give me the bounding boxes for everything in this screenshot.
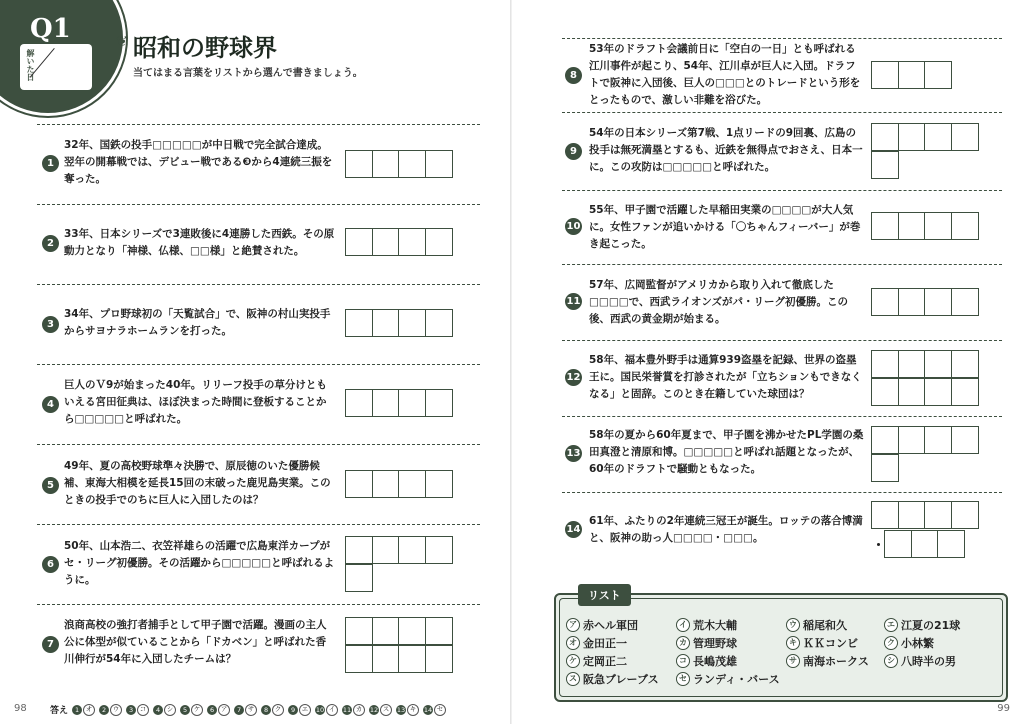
answer-boxes[interactable] — [871, 212, 979, 240]
answer-key-letter: ス — [380, 704, 392, 716]
answer-boxes[interactable] — [871, 151, 899, 179]
answer-key-item — [288, 704, 311, 716]
list-item-label: 稲尾和久 — [803, 619, 847, 632]
question-number: 3 — [42, 316, 59, 333]
answer-box[interactable] — [924, 288, 952, 316]
list-item-label: 定岡正二 — [583, 655, 627, 668]
answer-box[interactable] — [372, 536, 400, 564]
answer-box[interactable] — [345, 645, 373, 673]
answer-box[interactable] — [398, 645, 426, 673]
answer-box[interactable] — [871, 288, 899, 316]
answer-box[interactable] — [425, 536, 453, 564]
question-row — [562, 38, 1002, 39]
answer-box[interactable] — [871, 426, 899, 454]
answer-box[interactable] — [372, 470, 400, 498]
list-item — [786, 653, 869, 669]
answer-box[interactable] — [898, 61, 926, 89]
answer-key-letter: シ — [164, 704, 176, 716]
question-number: 6 — [42, 556, 59, 573]
answer-box[interactable] — [425, 309, 453, 337]
list-item-label: 荒木大輔 — [693, 619, 737, 632]
question-text: 57年、広岡監督がアメリカから取り入れて徹底した□□□□で、西武ライオンズがパ・リーグ初優勝。この後、西武の黄金期が始まる。 — [589, 279, 849, 325]
question-number: 4 — [42, 396, 59, 413]
answer-box[interactable] — [871, 378, 899, 406]
answer-box[interactable] — [345, 309, 373, 337]
answer-box[interactable] — [372, 150, 400, 178]
list-title: リスト — [578, 584, 631, 606]
answer-box[interactable] — [425, 228, 453, 256]
answer-box[interactable] — [884, 530, 912, 558]
answer-key-number: 7 — [234, 705, 244, 715]
question-number: 8 — [565, 67, 582, 84]
answer-key-item — [234, 704, 257, 716]
answer-box[interactable] — [951, 350, 979, 378]
answer-key-item — [261, 704, 284, 716]
answer-box[interactable] — [951, 426, 979, 454]
answer-box[interactable] — [951, 288, 979, 316]
answer-box[interactable] — [345, 470, 373, 498]
answer-box[interactable] — [425, 150, 453, 178]
list-item-key: ケ — [566, 654, 580, 668]
answer-box[interactable] — [937, 530, 965, 558]
answer-key-letter: コ — [137, 704, 149, 716]
answer-key — [50, 703, 446, 716]
list-item-label: ランディ・バース — [693, 673, 780, 686]
question-text: 50年、山本浩二、衣笠祥雄らの活躍で広島東洋カープがセ・リーグ初優勝。その活躍から□□□□□と呼ばれるように。 — [64, 540, 335, 586]
list-item — [566, 617, 638, 633]
answer-box[interactable] — [898, 212, 926, 240]
answer-boxes[interactable] — [871, 350, 979, 378]
answer-key-letter: ウ — [110, 704, 122, 716]
list-item — [566, 635, 627, 651]
question-number: 12 — [565, 369, 582, 386]
question-row — [37, 604, 480, 605]
answer-box[interactable] — [372, 617, 400, 645]
answer-key-number: 10 — [315, 705, 325, 714]
answer-box[interactable] — [345, 389, 373, 417]
answer-box[interactable] — [372, 389, 400, 417]
answer-box[interactable] — [951, 378, 979, 406]
answer-box[interactable] — [871, 151, 899, 179]
page-number-right: 99 — [997, 703, 1010, 714]
question-text: 53年のドラフト会議前日に「空白の一日」とも呼ばれる江川事件が起こり、54年、江川卓が巨人に入団。ドラフトで阪神に入団後、巨人の□□□とのトレードという形をとったもので、激しい非難を浴びた。 — [589, 43, 861, 106]
answer-key-number: 8 — [261, 705, 271, 715]
question-number: 13 — [565, 445, 582, 462]
question-number: 1 — [42, 155, 59, 172]
answer-key-item — [126, 704, 149, 716]
list-item-key: セ — [676, 672, 690, 686]
list-item — [884, 653, 956, 669]
list-item-key: カ — [676, 636, 690, 650]
answer-boxes[interactable] — [345, 228, 453, 256]
answer-box[interactable] — [398, 228, 426, 256]
answer-box[interactable] — [425, 645, 453, 673]
list-item-label: 阪急ブレーブス — [583, 673, 659, 686]
question-number: 14 — [565, 521, 582, 538]
list-item-key: キ — [786, 636, 800, 650]
answer-box[interactable] — [898, 288, 926, 316]
question-row — [562, 190, 1002, 191]
answer-key-number: 14 — [423, 705, 433, 714]
question-text: 浪商高校の強打者捕手として甲子園で活躍。漫画の主人公に体型が似ていることから「ドカベン」と呼ばれた香川伸行が54年に入団したチームは？ — [64, 619, 327, 665]
answer-key-letter: オ — [83, 704, 95, 716]
answer-key-item — [423, 704, 446, 716]
answer-key-number: 13 — [396, 705, 406, 714]
question-text: 49年、夏の高校野球準々決勝で、原辰徳のいた優勝候補、東海大相模を延長15回の末破った鹿児島実業。このときの投手でのちに巨人に入団したのは？ — [64, 460, 331, 506]
list-item-label: 八時半の男 — [901, 655, 956, 668]
question-row — [37, 444, 480, 445]
answer-box[interactable] — [951, 212, 979, 240]
answer-key-item — [369, 704, 392, 716]
answer-boxes[interactable] — [345, 150, 453, 178]
answer-boxes[interactable] — [871, 378, 979, 406]
answer-key-letter: キ — [407, 704, 419, 716]
answer-key-letter: ケ — [191, 704, 203, 716]
list-item-key: コ — [676, 654, 690, 668]
page-title: 昭和の野球界 — [133, 34, 277, 62]
list-item-label: 南海ホークス — [803, 655, 869, 668]
list-item-key: シ — [884, 654, 898, 668]
date-label: 解いた日 — [26, 49, 35, 81]
answer-key-number: 4 — [153, 705, 163, 715]
question-text: 32年、国鉄の投手□□□□□が中日戦で完全試合達成。翌年の開幕戦では、デビュー戦である❸から4連続三振を奪った。 — [64, 139, 333, 185]
answer-box[interactable] — [924, 123, 952, 151]
list-item-key: エ — [884, 618, 898, 632]
list-item — [566, 671, 659, 687]
list-item-label: ＫＫコンビ — [803, 637, 858, 650]
question-row — [562, 340, 1002, 341]
answer-box[interactable] — [345, 617, 373, 645]
question-row — [562, 112, 1002, 113]
answer-boxes[interactable] — [871, 123, 979, 151]
list-item — [786, 617, 847, 633]
question-text: 54年の日本シリーズ第7戦、1点リードの9回裏、広島の投手は無死満塁とするも、近鉄を無得点でおさえ、日本一に。この攻防は□□□□□と呼ばれた。 — [589, 127, 863, 173]
answer-box[interactable] — [924, 426, 952, 454]
list-item — [676, 635, 737, 651]
answer-box[interactable] — [924, 61, 952, 89]
page-number-left: 98 — [14, 703, 27, 714]
question-row — [562, 416, 1002, 417]
answer-key-letter: ア — [218, 704, 230, 716]
answer-key-letter: セ — [434, 704, 446, 716]
list-item-key: ウ — [786, 618, 800, 632]
question-row — [37, 364, 480, 365]
answer-boxes[interactable] — [345, 389, 453, 417]
answer-box[interactable] — [871, 123, 899, 151]
list-item-key: ア — [566, 618, 580, 632]
answer-boxes[interactable] — [871, 426, 979, 454]
answer-box[interactable] — [898, 501, 926, 529]
answer-boxes[interactable] — [871, 61, 952, 89]
answer-key-number: 12 — [369, 705, 379, 714]
list-item — [676, 617, 737, 633]
list-item-label: 赤ヘル軍団 — [583, 619, 638, 632]
answer-box[interactable] — [425, 389, 453, 417]
question-row — [562, 492, 1002, 493]
answer-boxes[interactable] — [871, 454, 899, 482]
answer-boxes[interactable] — [871, 501, 979, 529]
answer-key-number: 11 — [342, 705, 352, 714]
answer-box[interactable] — [345, 536, 373, 564]
answer-boxes[interactable] — [345, 309, 453, 337]
answer-box[interactable] — [924, 212, 952, 240]
answer-key-item — [153, 704, 176, 716]
list-item — [566, 653, 627, 669]
list-item — [786, 635, 858, 651]
answer-key-item — [315, 704, 338, 716]
list-item-label: 管理野球 — [693, 637, 737, 650]
answer-box[interactable] — [951, 123, 979, 151]
answer-box[interactable] — [951, 501, 979, 529]
question-text: 巨人のＶ9が始まった40年。リリーフ投手の草分けともいえる宮田征典は、ほぼ決まった時間に登板することから□□□□□と呼ばれた。 — [64, 379, 327, 425]
answer-key-number: 1 — [72, 705, 82, 715]
answer-key-label: 答え — [50, 706, 69, 716]
answer-box[interactable] — [372, 645, 400, 673]
answer-box[interactable] — [898, 378, 926, 406]
answer-box[interactable] — [425, 470, 453, 498]
list-item-label: 長嶋茂雄 — [693, 655, 737, 668]
answer-box[interactable] — [398, 536, 426, 564]
question-text: 61年、ふたりの2年連続三冠王が誕生。ロッテの落合博満と、阪神の助っ人□□□□・□□□。 — [589, 515, 863, 544]
answer-key-letter: エ — [299, 704, 311, 716]
answer-key-item — [99, 704, 122, 716]
list-item — [676, 653, 737, 669]
answer-box[interactable] — [924, 350, 952, 378]
list-item — [676, 671, 780, 687]
answer-boxes[interactable] — [345, 645, 453, 673]
list-item — [884, 617, 960, 633]
answer-box[interactable] — [398, 470, 426, 498]
question-text: 34年、プロ野球初の「天覧試合」で、阪神の村山実投手からサヨナラホームランを打った。 — [64, 308, 331, 337]
question-number: 10 — [565, 218, 582, 235]
question-number: 11 — [565, 293, 582, 310]
question-row — [37, 204, 480, 205]
answer-key-number: 2 — [99, 705, 109, 715]
list-item-label: 小林繁 — [901, 637, 934, 650]
answer-boxes[interactable] — [871, 288, 979, 316]
answer-box[interactable] — [425, 617, 453, 645]
answer-key-item — [72, 704, 95, 716]
answer-key-item — [396, 704, 419, 716]
answer-key-letter: ク — [272, 704, 284, 716]
list-item-key: サ — [786, 654, 800, 668]
answer-boxes[interactable] — [884, 530, 965, 558]
answer-box[interactable] — [871, 454, 899, 482]
answer-key-letter: イ — [326, 704, 338, 716]
answer-key-letter: カ — [353, 704, 365, 716]
answer-box[interactable] — [345, 150, 373, 178]
answer-box[interactable] — [898, 350, 926, 378]
answer-key-letter: サ — [245, 704, 257, 716]
question-number: 5 — [42, 477, 59, 494]
answer-boxes[interactable] — [345, 617, 453, 645]
question-text: 58年の夏から60年夏まで、甲子園を沸かせたPL学園の桑田真澄と清原和博。□□□□□と呼ばれ話題となったが、60年のドラフトで騒動ともなった。 — [589, 429, 864, 475]
answer-box[interactable] — [871, 212, 899, 240]
question-text: 58年、福本豊外野手は通算939盗塁を記録、世界の盗塁王に。国民栄誉賞を打診されたが「立ちションもできなくなる」と固辞。このとき在籍していた球団は？ — [589, 354, 862, 400]
answer-key-number: 9 — [288, 705, 298, 715]
list-item-key: オ — [566, 636, 580, 650]
answer-box[interactable] — [372, 309, 400, 337]
answer-box[interactable] — [871, 350, 899, 378]
instructions: 当てはまる言葉をリストから選んで書きましょう。 — [133, 68, 363, 79]
question-label: Q1 — [30, 14, 71, 44]
question-number: 9 — [565, 143, 582, 160]
answer-box[interactable] — [398, 617, 426, 645]
answer-key-item — [180, 704, 203, 716]
separator-dot — [877, 543, 880, 546]
list-item — [884, 635, 934, 651]
list-item-label: 江夏の21球 — [901, 619, 961, 632]
answer-box[interactable] — [911, 530, 939, 558]
list-item-label: 金田正一 — [583, 637, 627, 650]
ornament-icon: ❦ — [116, 34, 128, 50]
answer-box[interactable] — [871, 501, 899, 529]
answer-box[interactable] — [924, 378, 952, 406]
list-item-key: ス — [566, 672, 580, 686]
question-number: 7 — [42, 636, 59, 653]
question-row — [37, 524, 480, 525]
answer-box[interactable] — [398, 389, 426, 417]
answer-box[interactable] — [345, 564, 373, 592]
question-row — [37, 284, 480, 285]
answer-boxes[interactable] — [345, 470, 453, 498]
answer-boxes[interactable] — [345, 564, 373, 592]
answer-box[interactable] — [398, 150, 426, 178]
question-text: 33年、日本シリーズで3連敗後に4連勝した西鉄。その原動力となり「神様、仏様、□□様」と絶賛された。 — [64, 228, 335, 257]
answer-key-number: 5 — [180, 705, 190, 715]
question-row — [562, 264, 1002, 265]
answer-key-item — [342, 704, 365, 716]
list-item-key: イ — [676, 618, 690, 632]
answer-box[interactable] — [345, 228, 373, 256]
question-number: 2 — [42, 235, 59, 252]
answer-box[interactable] — [898, 123, 926, 151]
question-row — [37, 124, 480, 125]
list-item-key: ク — [884, 636, 898, 650]
answer-key-number: 3 — [126, 705, 136, 715]
answer-box[interactable] — [398, 309, 426, 337]
answer-key-number: 6 — [207, 705, 217, 715]
answer-box[interactable] — [924, 501, 952, 529]
answer-key-item — [207, 704, 230, 716]
answer-box[interactable] — [898, 426, 926, 454]
question-text: 55年、甲子園で活躍した早稲田実業の□□□□が大人気に。女性ファンが追いかける「〇ちゃんフィーバー」が巻き起こった。 — [589, 204, 861, 250]
answer-box[interactable] — [372, 228, 400, 256]
answer-boxes[interactable] — [345, 536, 453, 564]
answer-box[interactable] — [871, 61, 899, 89]
